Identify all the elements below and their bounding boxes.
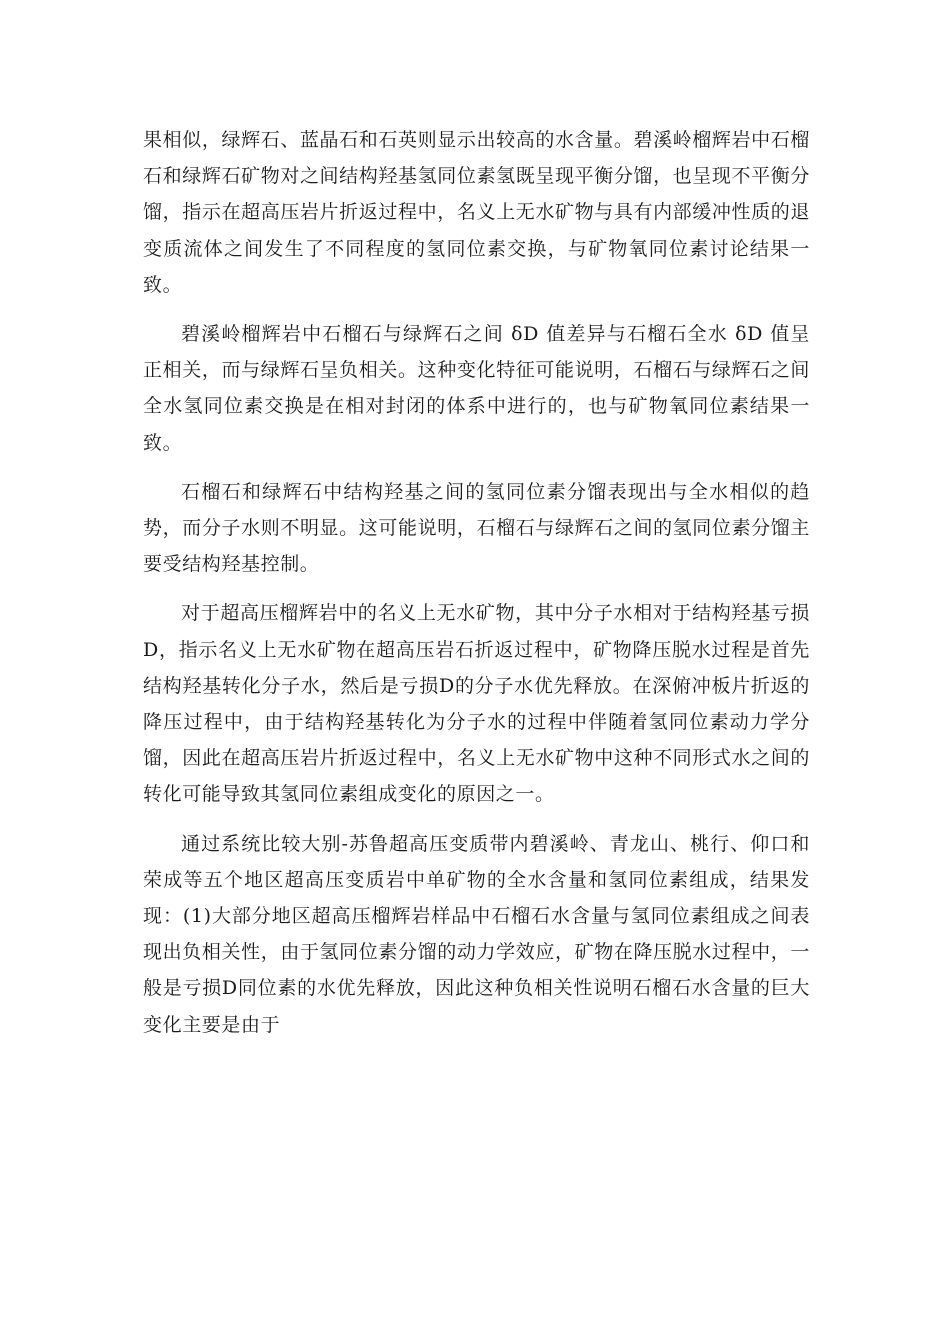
paragraph-5: 通过系统比较大别-苏鲁超高压变质带内碧溪岭、青龙山、桃行、仰口和荣成等五个地区超高压变质岩中单矿物的全水含量和氢同位素组成，结果发现：(1)大部分地区超高压榴辉岩样品中石榴石水含量与氢同位素组成之间表现出负相关性，由于氢同位素分馏的动力学效应，矿物在降压脱水过程中，一般是亏损D同位素的水优先释放，因此这种负相关性说明石榴石水含量的巨大变化主要是由于 <box>143 832 810 1036</box>
paragraph-1: 果相似，绿辉石、蓝晶石和石英则显示出较高的水含量。碧溪岭榴辉岩中石榴石和绿辉石矿物对之间结构羟基氢同位素氢既呈现平衡分馏，也呈现不平衡分馏，指示在超高压岩片折返过程中，名义上无水矿物与具有内部缓冲性质的退变质流体之间发生了不同程度的氢同位素交换，与矿物氧同位素讨论结果一致。 <box>143 129 810 296</box>
paragraph-3: 石榴石和绿辉石中结构羟基之间的氢同位素分馏表现出与全水相似的趋势，而分子水则不明显。这可能说明，石榴石与绿辉石之间的氢同位素分馏主要受结构羟基控制。 <box>143 480 810 576</box>
paragraph-4: 对于超高压榴辉岩中的名义上无水矿物，其中分子水相对于结构羟基亏损D，指示名义上无水矿物在超高压岩石折返过程中，矿物降压脱水过程是首先结构羟基转化分子水，然后是亏损D的分子水优先释放。在深俯冲板片折返的降压过程中，由于结构羟基转化为分子水的过程中伴随着氢同位素动力学分馏，因此在超高压岩片折返过程中，名义上无水矿物中这种不同形式水之间的转化可能导致其氢同位素组成变化的原因之一。 <box>143 602 810 806</box>
paragraph-2: 碧溪岭榴辉岩中石榴石与绿辉石之间 δD 值差异与石榴石全水 δD 值呈正相关，而与绿辉石呈负相关。这种变化特征可能说明，石榴石与绿辉石之间全水氢同位素交换是在相对封闭的体系中进行的，也与矿物氧同位素结果一致。 <box>143 323 810 454</box>
